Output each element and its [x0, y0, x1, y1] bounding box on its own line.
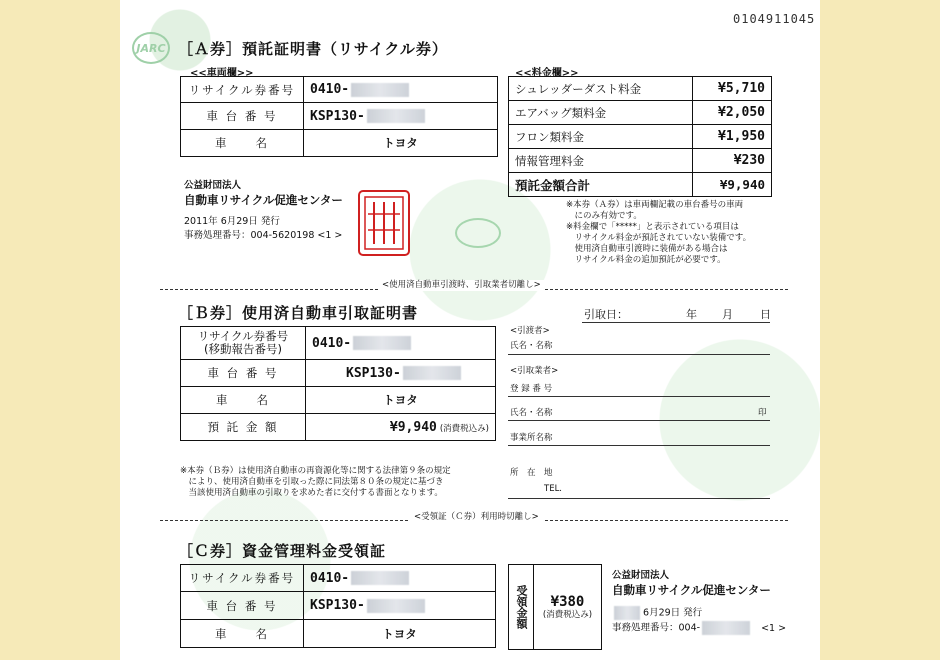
deliverer-header: <引渡者> — [510, 326, 550, 336]
address-line — [508, 498, 770, 499]
total-label: 預託金額合計 — [509, 173, 693, 197]
issuer-org-type: 公益財団法人 — [184, 180, 242, 191]
note-line: ※料金欄で「*****」と表示されている項目は — [566, 222, 739, 232]
table-row — [509, 125, 772, 149]
table-row — [181, 414, 496, 441]
note-line: ※本券（Ａ券）は車両欄記載の車台番号の車両 — [566, 200, 744, 210]
fee-amount: ¥5,710 — [692, 77, 771, 101]
vehicle-name-label: 車 名 — [181, 130, 304, 157]
office-number-suffix-c: <1 > — [761, 622, 787, 634]
vehicle-table-b — [180, 326, 496, 441]
vehicle-name-label: 車 名 — [181, 387, 306, 414]
table-row — [181, 327, 496, 360]
section-b-notes — [180, 466, 510, 499]
fee-label: シュレッダーダスト料金 — [509, 77, 693, 101]
ticket-number-value: 0410- — [312, 335, 352, 351]
vehicle-table-c — [180, 564, 496, 648]
section-a-notes — [566, 200, 776, 266]
registration-line — [508, 396, 770, 397]
recycle-mark-icon — [455, 218, 501, 248]
office-name-line — [508, 445, 770, 446]
total-amount: ¥9,940 — [692, 173, 771, 197]
collector-header: <引取業者> — [510, 366, 559, 376]
cut-line-1-label: <使用済自動車引渡時、引取業者切離し> — [378, 280, 545, 291]
redacted-mask — [353, 336, 411, 350]
vehicle-name-value: トヨタ — [306, 387, 496, 414]
note-line: にのみ有効です。 — [566, 211, 642, 221]
issuer-name: 自動車リサイクル促進センター — [184, 193, 343, 207]
office-name-label: 事業所名称 — [510, 433, 553, 443]
receipt-amount-label: 受領金額 — [515, 585, 528, 629]
collector-name-line — [508, 420, 770, 421]
table-row — [509, 77, 772, 101]
table-row — [181, 130, 498, 157]
note-line: 当該使用済自動車の引取りを求めた者に交付する書面となります。 — [180, 488, 443, 498]
chassis-number-label: 車 台 番 号 — [181, 103, 304, 130]
redacted-mask — [614, 606, 640, 620]
redacted-mask — [351, 83, 409, 97]
jarc-logo: JARC — [132, 32, 170, 64]
serial-number: 0104911045 — [733, 12, 816, 26]
note-line: リサイクル料金の追加預託が必要です。 — [566, 255, 726, 265]
table-row — [181, 103, 498, 130]
address-label: 所 在 地 — [510, 468, 553, 478]
fee-amount: ¥230 — [692, 149, 771, 173]
ticket-number-label: リサイクル券番号 — [197, 329, 289, 343]
recycling-ticket-document — [120, 0, 820, 660]
section-b-title: ［Ｂ券］使用済自動車引取証明書 — [178, 304, 419, 322]
seal-image — [362, 194, 406, 252]
fee-label: フロン類料金 — [509, 125, 693, 149]
pickup-date-line — [582, 322, 770, 323]
section-a-title: ［Ａ券］預託証明書（リサイクル券） — [178, 40, 448, 58]
official-seal — [358, 190, 410, 256]
vehicle-name-label: 車 名 — [181, 620, 304, 648]
note-line: により、使用済自動車を引取った際に同法第８０条の規定に基づき — [180, 477, 444, 487]
pickup-date-label: 引取日： — [584, 308, 628, 321]
table-row — [181, 620, 496, 648]
receipt-box — [508, 564, 602, 650]
vehicle-section-header: <<車両欄>> — [190, 68, 254, 79]
chassis-number-value: KSP130- — [310, 108, 365, 124]
deliverer-name-label: 氏名・名称 — [510, 341, 553, 351]
fee-label: エアバッグ類料金 — [509, 101, 693, 125]
vehicle-name-value: トヨタ — [304, 620, 496, 648]
deposit-amount-value: ¥9,940 — [389, 419, 437, 435]
chassis-number-label: 車 台 番 号 — [181, 592, 304, 620]
note-line: ※本券（Ｂ券）は使用済自動車の再資源化等に関する法律第９条の規定 — [180, 466, 451, 476]
redacted-mask — [367, 109, 425, 123]
tax-included-note: (消費税込み) — [439, 423, 489, 434]
ticket-number-value: 0410- — [310, 82, 350, 97]
note-line: リサイクル料金が預託されていない装備です。 — [566, 233, 752, 243]
deliverer-name-line — [508, 354, 770, 355]
movement-report-label: (移動報告番号) — [204, 342, 282, 356]
table-row — [509, 101, 772, 125]
issue-date-c: 6月29日 発行 — [643, 607, 703, 619]
section-c-title: ［Ｃ券］資金管理料金受領証 — [178, 542, 387, 560]
table-row — [181, 387, 496, 414]
issuer-org-type-c: 公益財団法人 — [612, 570, 670, 581]
ticket-number-value: 0410- — [310, 570, 350, 586]
redacted-mask — [351, 571, 409, 585]
chassis-number-value: KSP130- — [310, 598, 365, 613]
pickup-month-label: 月 — [722, 308, 733, 321]
fee-amount: ¥1,950 — [692, 125, 771, 149]
note-line: 使用済自動車引渡時に装備がある場合は — [566, 244, 728, 254]
issuer-name-c: 自動車リサイクル促進センター — [612, 583, 771, 597]
fee-section-header: <<料金欄>> — [515, 68, 579, 79]
vehicle-table-a — [180, 76, 498, 157]
office-number: 事務処理番号：004-5620198 <1 > — [184, 230, 343, 241]
receipt-amount-value: ¥380 — [550, 593, 585, 610]
chassis-number-value: KSP130- — [346, 365, 401, 381]
seal-mark-label: 印 — [758, 408, 767, 418]
fee-amount: ¥2,050 — [692, 101, 771, 125]
fee-table — [508, 76, 772, 197]
vehicle-name-value: トヨタ — [304, 130, 498, 157]
fee-label: 情報管理料金 — [509, 149, 693, 173]
table-row — [181, 360, 496, 387]
pickup-year-label: 年 — [686, 308, 697, 321]
ticket-number-label: リサイクル券番号 — [181, 77, 304, 103]
issue-date: 2011年 6月29日 発行 — [184, 216, 280, 227]
table-row — [181, 77, 498, 103]
redacted-mask — [702, 621, 750, 635]
table-row — [181, 592, 496, 620]
chassis-number-label: 車 台 番 号 — [181, 360, 306, 387]
cut-line-2-label: <受領証（Ｃ券）利用時切離し> — [410, 512, 543, 523]
tel-label: TEL. — [544, 484, 563, 494]
redacted-mask — [367, 599, 425, 613]
table-row — [509, 149, 772, 173]
collector-name-label: 氏名・名称 — [510, 408, 553, 418]
total-row — [509, 173, 772, 197]
office-number-label-c: 事務処理番号：004- — [612, 622, 701, 634]
pickup-day-label: 日 — [760, 308, 771, 321]
receipt-tax-note: (消費税込み) — [542, 609, 593, 620]
redacted-mask — [403, 366, 461, 380]
ticket-number-label: リサイクル券番号 — [181, 565, 304, 592]
deposit-amount-label: 預 託 金 額 — [181, 414, 306, 441]
table-row — [181, 565, 496, 592]
registration-number-label: 登 録 番 号 — [510, 384, 553, 394]
